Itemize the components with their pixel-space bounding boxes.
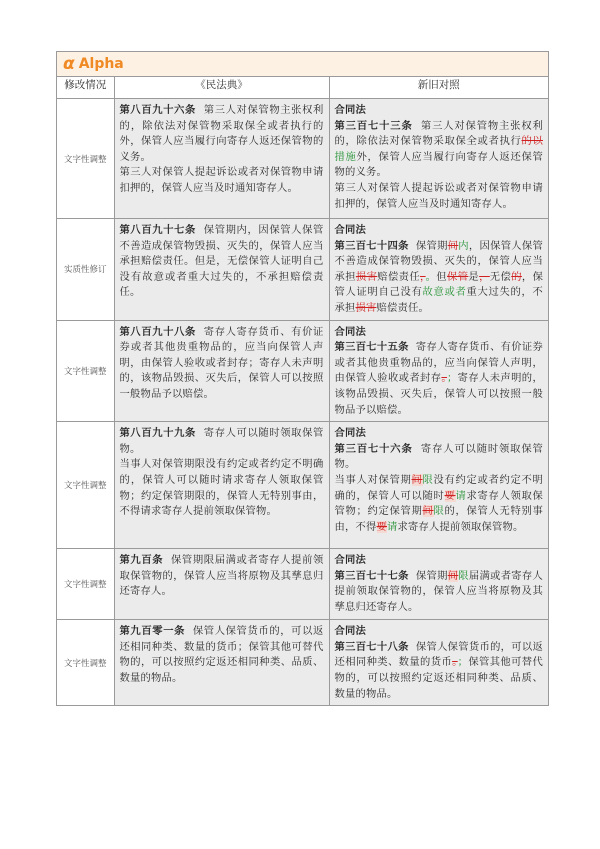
article-text: 第三人对保管物主张权利的，除依法对保管物采取保全或者执行的外，保管人应当履行向寄存人返还保管物的义务。 bbox=[119, 104, 324, 163]
deleted-text: 保管 bbox=[447, 270, 469, 283]
article-number: 第九百零一条 bbox=[119, 625, 186, 638]
old-text: 保管期 bbox=[415, 239, 448, 252]
article-number: 第八百九十六条 bbox=[119, 104, 196, 116]
old-article-number: 第三百七十五条 bbox=[334, 341, 409, 354]
civil-code-cell bbox=[114, 422, 329, 549]
old-law-name: 合同法 bbox=[334, 554, 366, 567]
article-text: 保管期限届满或者寄存人提前领取保管物的，保管人应当将原物及其孳息归还寄存人。 bbox=[119, 554, 324, 598]
old-text: 保管其他可替代物的，可以按照约定返还相同种类、品质、数量的物品。 bbox=[334, 656, 543, 700]
deleted-text: 间 bbox=[411, 473, 423, 486]
civil-code-cell bbox=[114, 549, 329, 620]
old-article-number: 第三百七十四条 bbox=[334, 239, 409, 252]
added-text: 请 bbox=[455, 489, 467, 502]
article-number: 第八百九十七条 bbox=[119, 224, 196, 236]
header-civil-code: 《民法典》 bbox=[114, 77, 329, 99]
deleted-text: 要 bbox=[376, 520, 387, 533]
table-row bbox=[57, 320, 548, 422]
added-text: 内 bbox=[458, 239, 469, 252]
status-cell: 文字性调整 bbox=[57, 422, 114, 549]
table-row bbox=[57, 422, 548, 549]
table-row bbox=[57, 620, 548, 705]
old-text-2: 第三人对保管人提起诉讼或者对保管物申请扣押的，保管人应当及时通知寄存人。 bbox=[334, 181, 543, 210]
deleted-text: 。 bbox=[452, 656, 458, 669]
old-text: 无偿 bbox=[489, 270, 512, 283]
added-text: 故意或者 bbox=[422, 286, 467, 299]
old-text: 的，保管人无特别事由，不得 bbox=[334, 505, 543, 533]
added-text: ； bbox=[457, 656, 469, 669]
old-text: 第三人对保管物主张权利的，除依法对保管物采取保全或者执行 bbox=[334, 119, 543, 148]
old-text: 届满或者寄存人提前领取保管物的，保管人应当将原物及其孳息归还寄存人。 bbox=[334, 569, 544, 613]
comparison-cell bbox=[329, 422, 548, 549]
old-text: 寄存人未声明的，该物品毁损、灭失后，保管人可以按照一般物品予以赔偿。 bbox=[334, 372, 543, 416]
old-text: 求寄存人提前领取保管物。 bbox=[397, 520, 524, 533]
civil-code-cell bbox=[114, 99, 329, 219]
deleted-text: ， bbox=[479, 270, 490, 283]
deleted-text: 。 bbox=[441, 372, 447, 385]
old-law-name: 合同法 bbox=[334, 427, 366, 440]
old-article-number: 第三百七十六条 bbox=[334, 442, 413, 455]
brand-name: Alpha bbox=[78, 56, 124, 72]
comparison-table bbox=[57, 77, 548, 705]
deleted-text: 要 bbox=[444, 489, 456, 502]
added-text: 限 bbox=[433, 505, 445, 518]
comparison-cell bbox=[329, 549, 548, 620]
status-cell: 实质性修订 bbox=[57, 219, 114, 321]
old-law-name: 合同法 bbox=[334, 224, 366, 236]
civil-code-cell bbox=[114, 219, 329, 321]
old-text: 保管人保管货币的，可以返还相同种类、数量的货币 bbox=[334, 640, 543, 669]
old-law-name: 合同法 bbox=[334, 625, 366, 638]
brand-logo bbox=[63, 53, 124, 74]
comparison-document bbox=[56, 51, 549, 706]
table-row bbox=[57, 549, 548, 620]
old-law-name: 合同法 bbox=[334, 104, 366, 116]
comparison-cell bbox=[329, 320, 548, 422]
comparison-cell bbox=[329, 99, 548, 219]
civil-code-cell bbox=[114, 320, 329, 422]
table-row bbox=[57, 219, 548, 321]
added-text: 。 bbox=[425, 270, 437, 283]
header-row bbox=[57, 77, 548, 99]
old-law-name: 合同法 bbox=[334, 325, 366, 338]
article-number: 第八百九十八条 bbox=[119, 325, 196, 338]
article-text-2: 第三人对保管人提起诉讼或者对保管物申请扣押的，保管人应当及时通知寄存人。 bbox=[119, 166, 324, 194]
deleted-text: 的以 bbox=[521, 135, 543, 148]
added-text: 限 bbox=[422, 473, 434, 486]
old-text: 重大过失的，不承担 bbox=[334, 286, 543, 314]
old-text: 寄存人可以随时领取保管物。 bbox=[334, 442, 543, 471]
added-text: 请 bbox=[387, 520, 398, 533]
added-text: ； bbox=[446, 372, 458, 385]
deleted-text: 间 bbox=[447, 239, 459, 252]
old-article-number: 第三百七十三条 bbox=[334, 119, 413, 132]
status-cell: 文字性调整 bbox=[57, 620, 114, 705]
brand-bar bbox=[57, 52, 548, 77]
status-cell: 文字性调整 bbox=[57, 99, 114, 219]
old-text: 外，保管人应当履行向寄存人返还保管物的义务。 bbox=[334, 150, 543, 179]
header-status: 修改情况 bbox=[57, 77, 114, 99]
table-row bbox=[57, 99, 548, 219]
article-text-2: 当事人对保管期限没有约定或者约定不明确的，保管人可以随时请求寄存人领取保管物；约定保管期限的，保管人无特别事由，不得请求寄存人提前领取保管物。 bbox=[119, 458, 324, 518]
article-text: 寄存人寄存货币、有价证券或者其他贵重物品的，应当向保管人声明，由保管人验收或者封存；寄存人未声明的，该物品毁损、灭失后，保管人可以按照一般物品予以赔偿。 bbox=[119, 325, 324, 400]
header-comparison: 新旧对照 bbox=[329, 77, 548, 99]
status-cell: 文字性调整 bbox=[57, 549, 114, 620]
article-text: 保管期内，因保管人保管不善造成保管物毁损、灭失的，保管人应当承担赔偿责任。但是，无偿保管人证明自己没有故意或者重大过失的，不承担赔偿责任。 bbox=[119, 224, 324, 299]
old-text: 保管期 bbox=[415, 569, 448, 582]
old-article-number: 第三百七十八条 bbox=[334, 640, 409, 653]
deleted-text: 损害 bbox=[355, 270, 378, 283]
old-text: ，保管人证明自己没有 bbox=[334, 270, 544, 299]
old-text: 是 bbox=[468, 270, 480, 283]
added-text: 限 bbox=[458, 569, 469, 582]
old-text: 寄存人寄存货币、有价证券或者其他贵重物品的，应当向保管人声明，由保管人验收或者封存 bbox=[334, 341, 543, 385]
article-number: 第九百条 bbox=[119, 554, 164, 567]
old-text: 求寄存人领取保管物；约定保管期 bbox=[334, 489, 543, 518]
article-text: 保管人保管货币的，可以返还相同种类、数量的货币；保管其他可替代物的，可以按照约定返还相同种类、品质、数量的物品。 bbox=[119, 625, 324, 684]
civil-code-cell bbox=[114, 620, 329, 705]
article-text: 寄存人可以随时领取保管物。 bbox=[119, 427, 324, 455]
old-text: ，因保管人保管不善造成保管物毁损、灭失的，保管人应当承担 bbox=[334, 239, 544, 283]
article-number: 第八百九十九条 bbox=[119, 427, 196, 440]
deleted-text: 损害 bbox=[355, 301, 377, 314]
deleted-text: ， bbox=[420, 270, 426, 283]
comparison-cell bbox=[329, 620, 548, 705]
old-article-number: 第三百七十七条 bbox=[334, 569, 409, 582]
comparison-cell bbox=[329, 219, 548, 321]
old-text: 没有约定或者约定不明确的，保管人可以随时 bbox=[334, 473, 543, 502]
old-text: 赔偿责任 bbox=[377, 270, 421, 283]
old-text: 但 bbox=[436, 270, 447, 283]
deleted-text: 的 bbox=[511, 270, 522, 283]
deleted-text: 间 bbox=[447, 569, 459, 582]
status-cell: 文字性调整 bbox=[57, 320, 114, 422]
added-text: 措施 bbox=[334, 150, 357, 163]
alpha-logo-icon: α bbox=[63, 53, 75, 74]
deleted-text: 间 bbox=[422, 505, 434, 518]
old-text: 赔偿责任。 bbox=[376, 301, 429, 314]
old-text: 当事人对保管期 bbox=[334, 473, 412, 486]
